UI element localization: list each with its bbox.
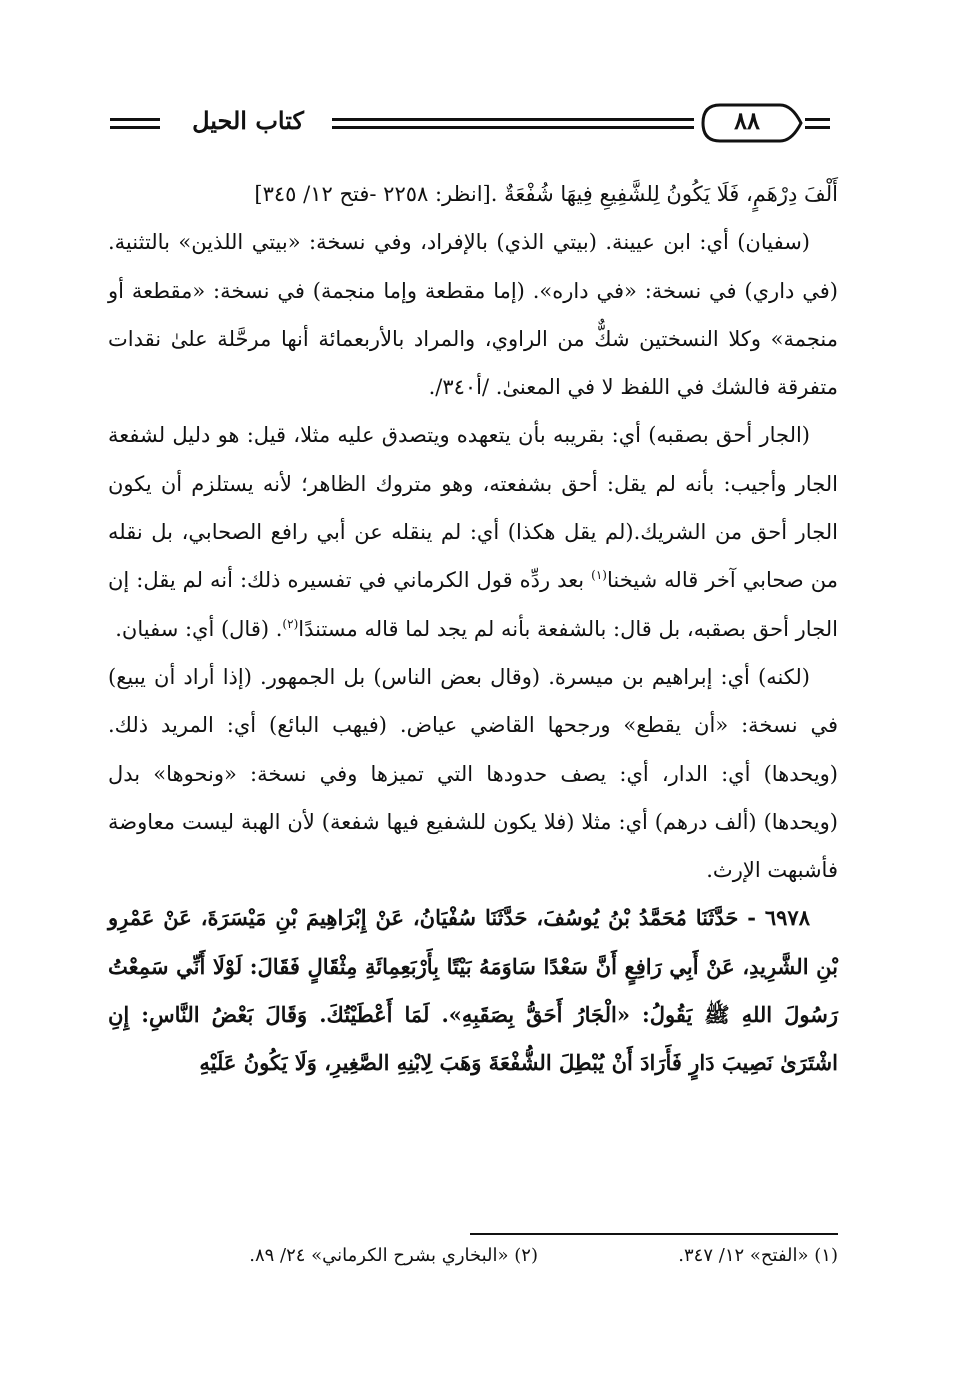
footnote-marker: (٢) (282, 616, 299, 631)
footnote-1: (١) «الفتح» ١٢/ ٣٤٧. (678, 1245, 838, 1266)
footnotes (108, 1245, 838, 1281)
commentary-paragraph (108, 411, 838, 652)
header-rule (805, 126, 830, 129)
commentary-text: . (قال) أي: سفيان. (115, 616, 283, 641)
page-header (110, 100, 830, 156)
header-rule (110, 118, 160, 121)
header-rule (805, 118, 830, 121)
commentary-text: بعد ردِّه قول الكرماني في تفسيره ذلك: أنه لم يقل: إن الجار أحق بصقبه، بل قال: بالشفعة بأنه لم يجد لما قاله مستندًا (108, 568, 838, 641)
page-body (108, 170, 838, 1088)
matn-continuation: أَلْفَ دِرْهَمٍ، فَلَا يَكُونُ لِلشَّفِيعِ فِيهَا شُفْعَةٌ .[انظر: ٢٢٥٨ -فتح ١٢/ ٣٤٥] (254, 182, 838, 206)
header-rule (332, 118, 694, 121)
header-rule (110, 126, 160, 129)
footnote-2: (٢) «البخاري بشرح الكرماني» ٢٤/ ٨٩. (249, 1245, 538, 1266)
page-number: ٨٨ (734, 106, 760, 135)
commentary-paragraph: (لكنه) أي: إبراهيم بن ميسرة. (وقال بعض الناس) بل الجمهور. (إذا أراد أن يبيع) في نسخة: «أن يقطع» ورجحها القاضي عياض. (فيهب البائع) أي: المريد ذلك. (ويحدها) أي: الدار، أي: يصف حدودها التي تميزها وفي نسخة: «ونحوها» بدل (ويحدها) (ألف درهم) أي: مثلا (فلا يكون للشفيع فيها شفعة) لأن الهبة ليست معاوضة فأشبهت الإرث. (108, 664, 838, 883)
running-title: كتاب الحيل (192, 106, 304, 135)
commentary-paragraph: (سفيان) أي: ابن عيينة. (بيتي الذي) بالإفراد، وفي نسخة: «بيتي اللذين» بالتثنية. (في داري) في نسخة: «في داره». (إما مقطعة وإما منجمة) في نسخة: «مقطعة أو منجمة» وكلا النسختين شكٌّ من الراوي، والمراد بالأربعمائة أنها مرحَّلة علىٰ نقدات متفرقة فالشك في اللفظ لا في المعنىٰ. /أ٣٤٠/. (108, 230, 838, 400)
hadith-text: ٦٩٧٨ - حَدَّثَنَا مُحَمَّدُ بْنُ يُوسُفَ، حَدَّثَنَا سُفْيَانُ، عَنْ إِبْرَاهِيمَ بْنِ مَيْسَرَةَ، عَنْ عَمْرِو بْنِ الشَّرِيدِ، عَنْ أَبِي رَافِعٍ أَنَّ سَعْدًا سَاوَمَهُ بَيْتًا بِأَرْبَعِمِائَةِ مِثْقَالٍ فَقَالَ: لَوْلَا أَنِّي سَمِعْتُ رَسُولَ اللهِ ﷺ يَقُولُ: «الْجَارُ أَحَقُّ بِصَقَبِهِ». لَمَا أَعْطَيْتُكَ. وَقَالَ بَعْضُ النَّاسِ: إِنِ اشْتَرَىٰ نَصِيبَ دَارٍ فَأَرَادَ أَنْ يُبْطِلَ الشُّفْعَةَ وَهَبَ لِابْنِهِ الصَّغِيرِ، وَلَا يَكُونُ عَلَيْهِ (108, 905, 838, 1076)
footnote-separator (470, 1233, 838, 1235)
footnote-marker: (١) (591, 568, 607, 583)
commentary-text: (الجار أحق بصقبه) أي: بقريبه بأن يتعهده ويتصدق عليه مثلا، قيل: هو دليل لشفعة الجار وأجيب: بأنه لم يقل: أحق بشفعته، وهو متروك الظاهر؛ لأنه يستلزم أن يكون الجار أحق من الشريك.(لم يقل هكذا) أي: لم ينقله عن أبي رافع الصحابي، بل نقله من صحابي آخر قاله شيخنا (108, 423, 838, 593)
header-rule (332, 126, 694, 129)
